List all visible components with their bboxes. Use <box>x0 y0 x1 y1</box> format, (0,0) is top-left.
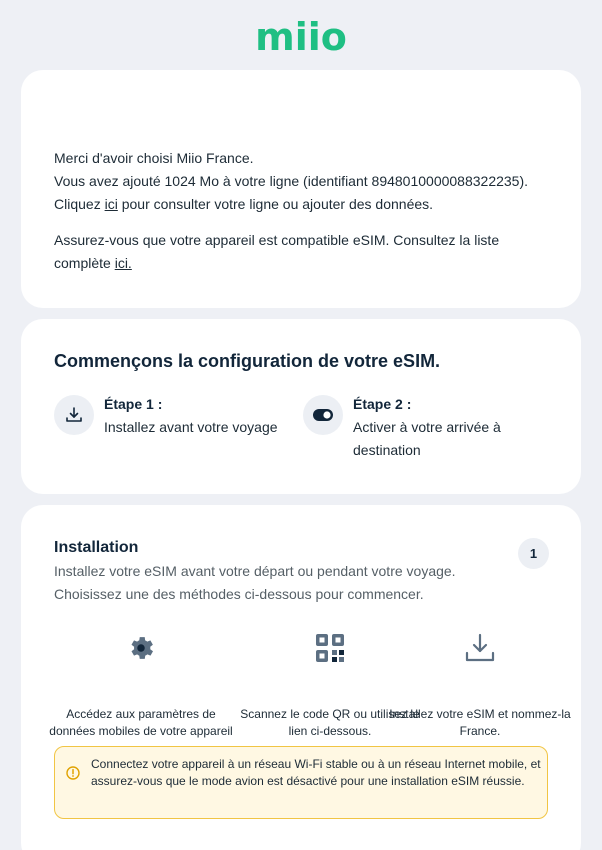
miio-logo <box>0 14 602 58</box>
config-card <box>21 319 581 494</box>
method-install <box>385 630 575 740</box>
method-settings-label: Accédez aux paramètres de données mobiles de votre appareil <box>49 707 233 738</box>
method-install-label: Installez votre eSIM et nommez-la France. <box>389 707 571 738</box>
installation-title: Installation <box>54 539 139 556</box>
wifi-warning-alert <box>54 746 548 819</box>
compatibility-list-link[interactable]: ici. <box>114 255 132 271</box>
intro-click-before: Cliquez <box>54 196 105 212</box>
method-qr-label: Scannez le code QR ou utilisez le lien ci-dessous. <box>240 707 420 738</box>
warning-icon <box>66 766 80 780</box>
step-number-badge: 1 <box>518 538 549 569</box>
intro-click-after: pour consulter votre ligne ou ajouter des données. <box>117 196 434 212</box>
miio-logo-mark <box>246 14 356 58</box>
step-1-desc: Installez avant votre voyage <box>104 419 278 435</box>
method-settings <box>46 630 236 740</box>
step-2-desc: Activer à votre arrivée à destination <box>353 419 501 458</box>
wifi-warning-text: Connectez votre appareil à un réseau Wi-Fi stable ou à un réseau Internet mobile, et assurez-vous que le mode avion est désactivé pour une installation eSIM réussie. <box>91 757 541 788</box>
intro-added-data: Vous avez ajouté 1024 Mo à votre ligne (identifiant 8948010000088322235). <box>54 173 529 189</box>
installation-card <box>21 505 581 850</box>
intro-click-line <box>54 193 554 216</box>
compatibility-text <box>54 229 544 275</box>
installation-subtitle: Installez votre eSIM avant votre départ ou pendant votre voyage. Choisissez une des méthodes ci-dessous pour commencer. <box>54 563 456 602</box>
intro-card <box>21 70 581 308</box>
step-2-title: Étape 2 : <box>353 396 412 412</box>
config-title: Commençons la configuration de votre eSIM. <box>54 351 441 371</box>
line-details-link[interactable]: ici <box>104 196 118 212</box>
intro-thanks: Merci d'avoir choisi Miio France. <box>54 150 254 166</box>
gear-icon <box>46 630 236 666</box>
step-1 <box>54 395 289 439</box>
download-tray-icon <box>385 630 575 666</box>
step-2 <box>303 395 533 462</box>
toggle-icon <box>303 395 343 435</box>
download-icon <box>54 395 94 435</box>
intro-text <box>54 147 554 216</box>
svg-text:miio: miio <box>255 15 347 58</box>
compat-before: Assurez-vous que votre appareil est compatible eSIM. Consultez la liste complète <box>54 232 500 271</box>
step-1-title: Étape 1 : <box>104 396 163 412</box>
